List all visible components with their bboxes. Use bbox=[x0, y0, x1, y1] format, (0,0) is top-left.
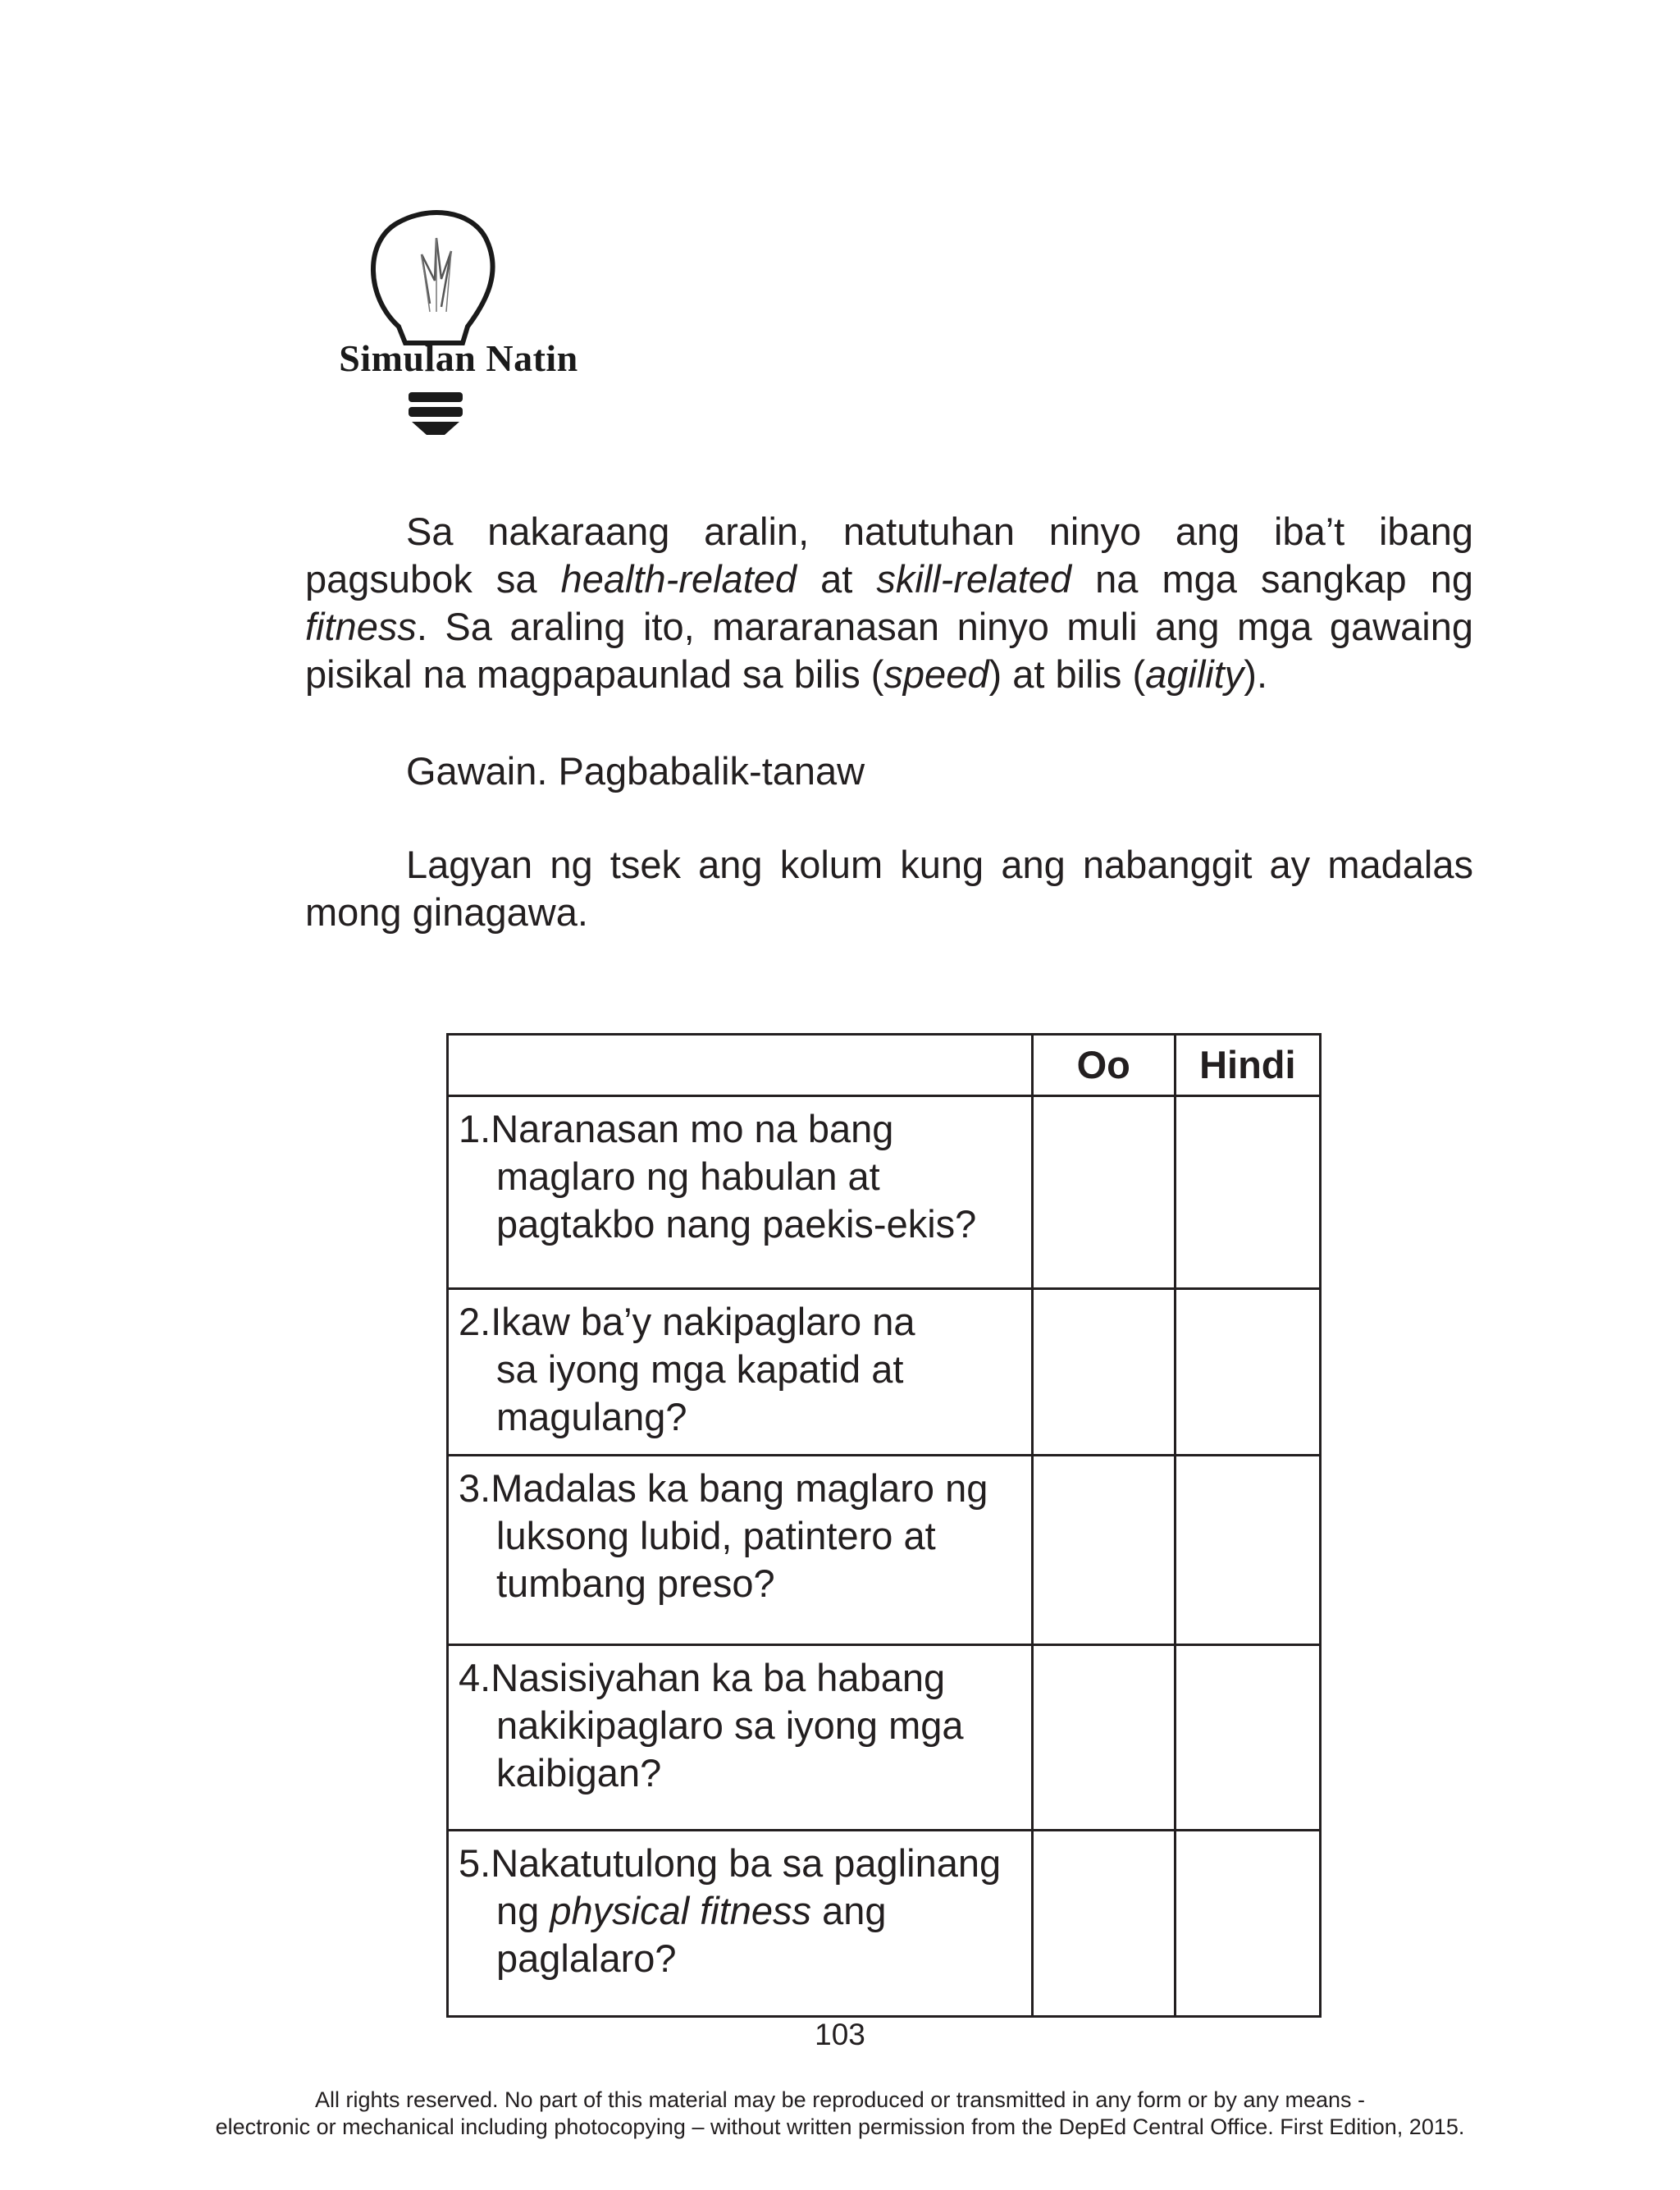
page-number: 103 bbox=[815, 2018, 865, 2051]
oo-checkbox-cell[interactable] bbox=[1032, 1096, 1175, 1289]
simulan-natin-logo bbox=[307, 205, 610, 468]
hindi-checkbox-cell[interactable] bbox=[1175, 1456, 1320, 1645]
hindi-checkbox-cell[interactable] bbox=[1175, 1831, 1320, 2017]
oo-checkbox-cell[interactable] bbox=[1032, 1456, 1175, 1645]
question-cell: 5.Nakatutulong ba sa paglinang ng physical fitness ang paglalaro? bbox=[448, 1831, 1033, 2017]
logo-label: Simulan Natin bbox=[339, 337, 578, 379]
hindi-checkbox-cell[interactable] bbox=[1175, 1096, 1320, 1289]
question-cell: 3.Madalas ka bang maglaro ng luksong lubid, patintero at tumbang preso? bbox=[448, 1456, 1033, 1645]
instruction-paragraph: Lagyan ng tsek ang kolum kung ang nabanggit ay madalas mong ginagawa. bbox=[305, 843, 1473, 934]
copyright-footer bbox=[0, 2087, 1680, 2141]
activity-title: Gawain. Pagbabalik-tanaw bbox=[406, 749, 865, 793]
question-cell: 1.Naranasan mo na bang maglaro ng habulan at pagtakbo nang paekis-ekis? bbox=[448, 1096, 1033, 1289]
question-cell: 2.Ikaw ba’y nakipaglaro na sa iyong mga kapatid at magulang? bbox=[448, 1289, 1033, 1456]
hindi-checkbox-cell[interactable] bbox=[1175, 1289, 1320, 1456]
table-row bbox=[448, 1645, 1321, 1831]
table-row bbox=[448, 1831, 1321, 2017]
question-cell: 4.Nasisiyahan ka ba habang nakikipaglaro sa iyong mga kaibigan? bbox=[448, 1645, 1033, 1831]
header-blank bbox=[448, 1035, 1033, 1096]
hindi-checkbox-cell[interactable] bbox=[1175, 1645, 1320, 1831]
oo-checkbox-cell[interactable] bbox=[1032, 1831, 1175, 2017]
table-header-row bbox=[448, 1035, 1321, 1096]
copyright-line-1: All rights reserved. No part of this material may be reproduced or transmitted in any form or by any means - bbox=[314, 2087, 1366, 2112]
header-hindi: Hindi bbox=[1175, 1035, 1320, 1096]
oo-checkbox-cell[interactable] bbox=[1032, 1289, 1175, 1456]
table-row bbox=[448, 1289, 1321, 1456]
copyright-line-2: electronic or mechanical including photocopying – without written permission from the DepEd Central Office. First Edition, 2015. bbox=[215, 2115, 1465, 2139]
table-row bbox=[448, 1096, 1321, 1289]
checklist-table bbox=[446, 1033, 1322, 2018]
oo-checkbox-cell[interactable] bbox=[1032, 1645, 1175, 1831]
table-row bbox=[448, 1456, 1321, 1645]
header-oo: Oo bbox=[1032, 1035, 1175, 1096]
intro-paragraph: Sa nakaraang aralin, natutuhan ninyo ang iba’t ibang pagsubok sa health-related at skill-related na mga sangkap ng fitness. Sa araling ito, mararanasan ninyo muli ang mga gawaing pisikal na magpapaunlad sa bilis (speed) at bilis (agility). bbox=[305, 510, 1473, 696]
